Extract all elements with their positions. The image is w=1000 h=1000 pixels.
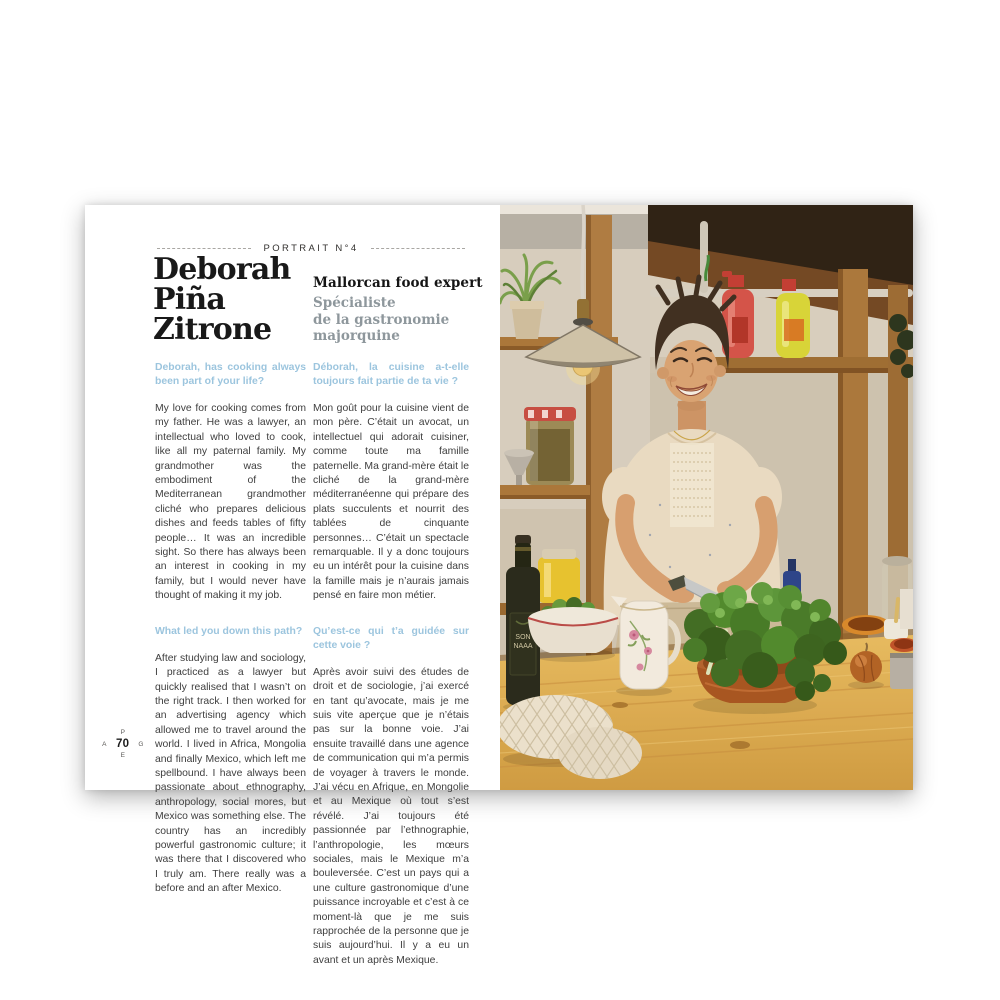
question-english-2: What led you down this path?	[155, 625, 303, 637]
oil-bottle-label-line-1: SON	[515, 634, 531, 641]
page-number: 70	[115, 738, 130, 750]
article-title-line-3: Zitrone	[153, 312, 272, 347]
answer-french-2: Après avoir suivi des études de droit et de sociologie, j’ai exercé en tant qu’avocate, mais je me suis vite aperçue que je n’étais pas sur la bonne voie. J’ai ensuite travaillé dans une agence de communication qui m’a permis de voyager à travers le monde. J’ai vécu en Afrique, en Mongolie et au Mexique où tout s’est révélé. J’ai toujours été passionnée par l’ethnographie, l’anthropologie, les mœurs sociales, mais le Mexique m’a bouleversée. C’est un pays qui a une culture gastronomique d’une puissance incroyable et c’est à ce moment-là que je me suis rapprochée de la personne que je suis aujourd’hui. Il y a eu un avant et un après Mexique.	[313, 666, 469, 966]
subtitle-french-line-2: de la gastronomie	[313, 311, 450, 328]
subtitle-french	[313, 295, 483, 345]
oil-bottle-label-line-2: NAAA	[513, 643, 533, 650]
subtitle-french-line-1: Spécialiste	[313, 295, 396, 311]
question-french-2: Qu’est-ce qui t’a guidée sur cette voie ?	[313, 625, 469, 651]
page-number-marker	[97, 729, 149, 759]
magazine-page	[85, 205, 913, 966]
subtitle-english: Mallorcan food expert	[313, 275, 483, 291]
photo-warm-overlay	[500, 205, 913, 790]
column-english	[155, 361, 306, 918]
kicker-label: PORTRAIT N°4	[263, 243, 359, 254]
question-english-1: Deborah, has cooking always been part of your life?	[155, 362, 306, 387]
column-french	[313, 361, 469, 989]
article-subtitle	[313, 275, 483, 345]
kitchen-photo-illustration	[500, 205, 913, 790]
article-title-line-1: Deborah	[153, 252, 291, 287]
answer-english-2: After studying law and sociology, I practiced as a lawyer but quickly realised that I wasn’t on the right track. I then worked for an advertising agency which allowed me to travel around the world. I lived in Africa, Mongolia and finally Mexico, which left me spellbound. I have always been passionate about ethnography, anthropology, social mores, but Mexico was something else. The country has an incredibly powerful gastronomic culture; it was there that I discovered who I truly am. There really was a before and an after Mexico.	[155, 652, 306, 895]
question-french-1: Déborah, la cuisine a-t-elle toujours fait partie de ta vie ?	[313, 362, 469, 387]
page-marker-letter-a: A	[102, 740, 107, 748]
page-marker-letter-p: P	[120, 729, 126, 736]
article-title	[153, 252, 323, 347]
answer-french-1: Mon goût pour la cuisine vient de mon père. C’était un avocat, un intellectuel qui adorait cuisiner, comme toute ma famille paternelle. Ma grand-mère était le cliché de la grand-mère méditerranéenne qui prépare des plats succulents et nourrit des tablées de cinquante personnes… C’était un spectacle remarquable. Il y a donc toujours eu un intérêt pour la cuisine dans la famille mais je n’aurais jamais pensé en faire mon métier.	[313, 403, 469, 602]
kicker-rule-right	[371, 248, 465, 249]
subtitle-french-line-3: majorquine	[313, 328, 400, 344]
page-marker-letter-e: E	[120, 752, 126, 759]
portrait-photo	[500, 205, 913, 790]
answer-english-1: My love for cooking comes from my father. He was a lawyer, an intellectual who loved to cook, like all my paternal family. My grandmother was the embodiment of the Mediterranean grandmother cliché who prepares delicious dishes and feeds tables of fifty people… It was an incredible sight. So there has always been an interest in cooking in my family, but I would never have thought of making it my job.	[155, 403, 306, 602]
page-marker-letter-g: G	[138, 740, 144, 748]
article-title-line-2: Piña	[153, 282, 226, 317]
kicker-rule-left	[157, 248, 251, 249]
